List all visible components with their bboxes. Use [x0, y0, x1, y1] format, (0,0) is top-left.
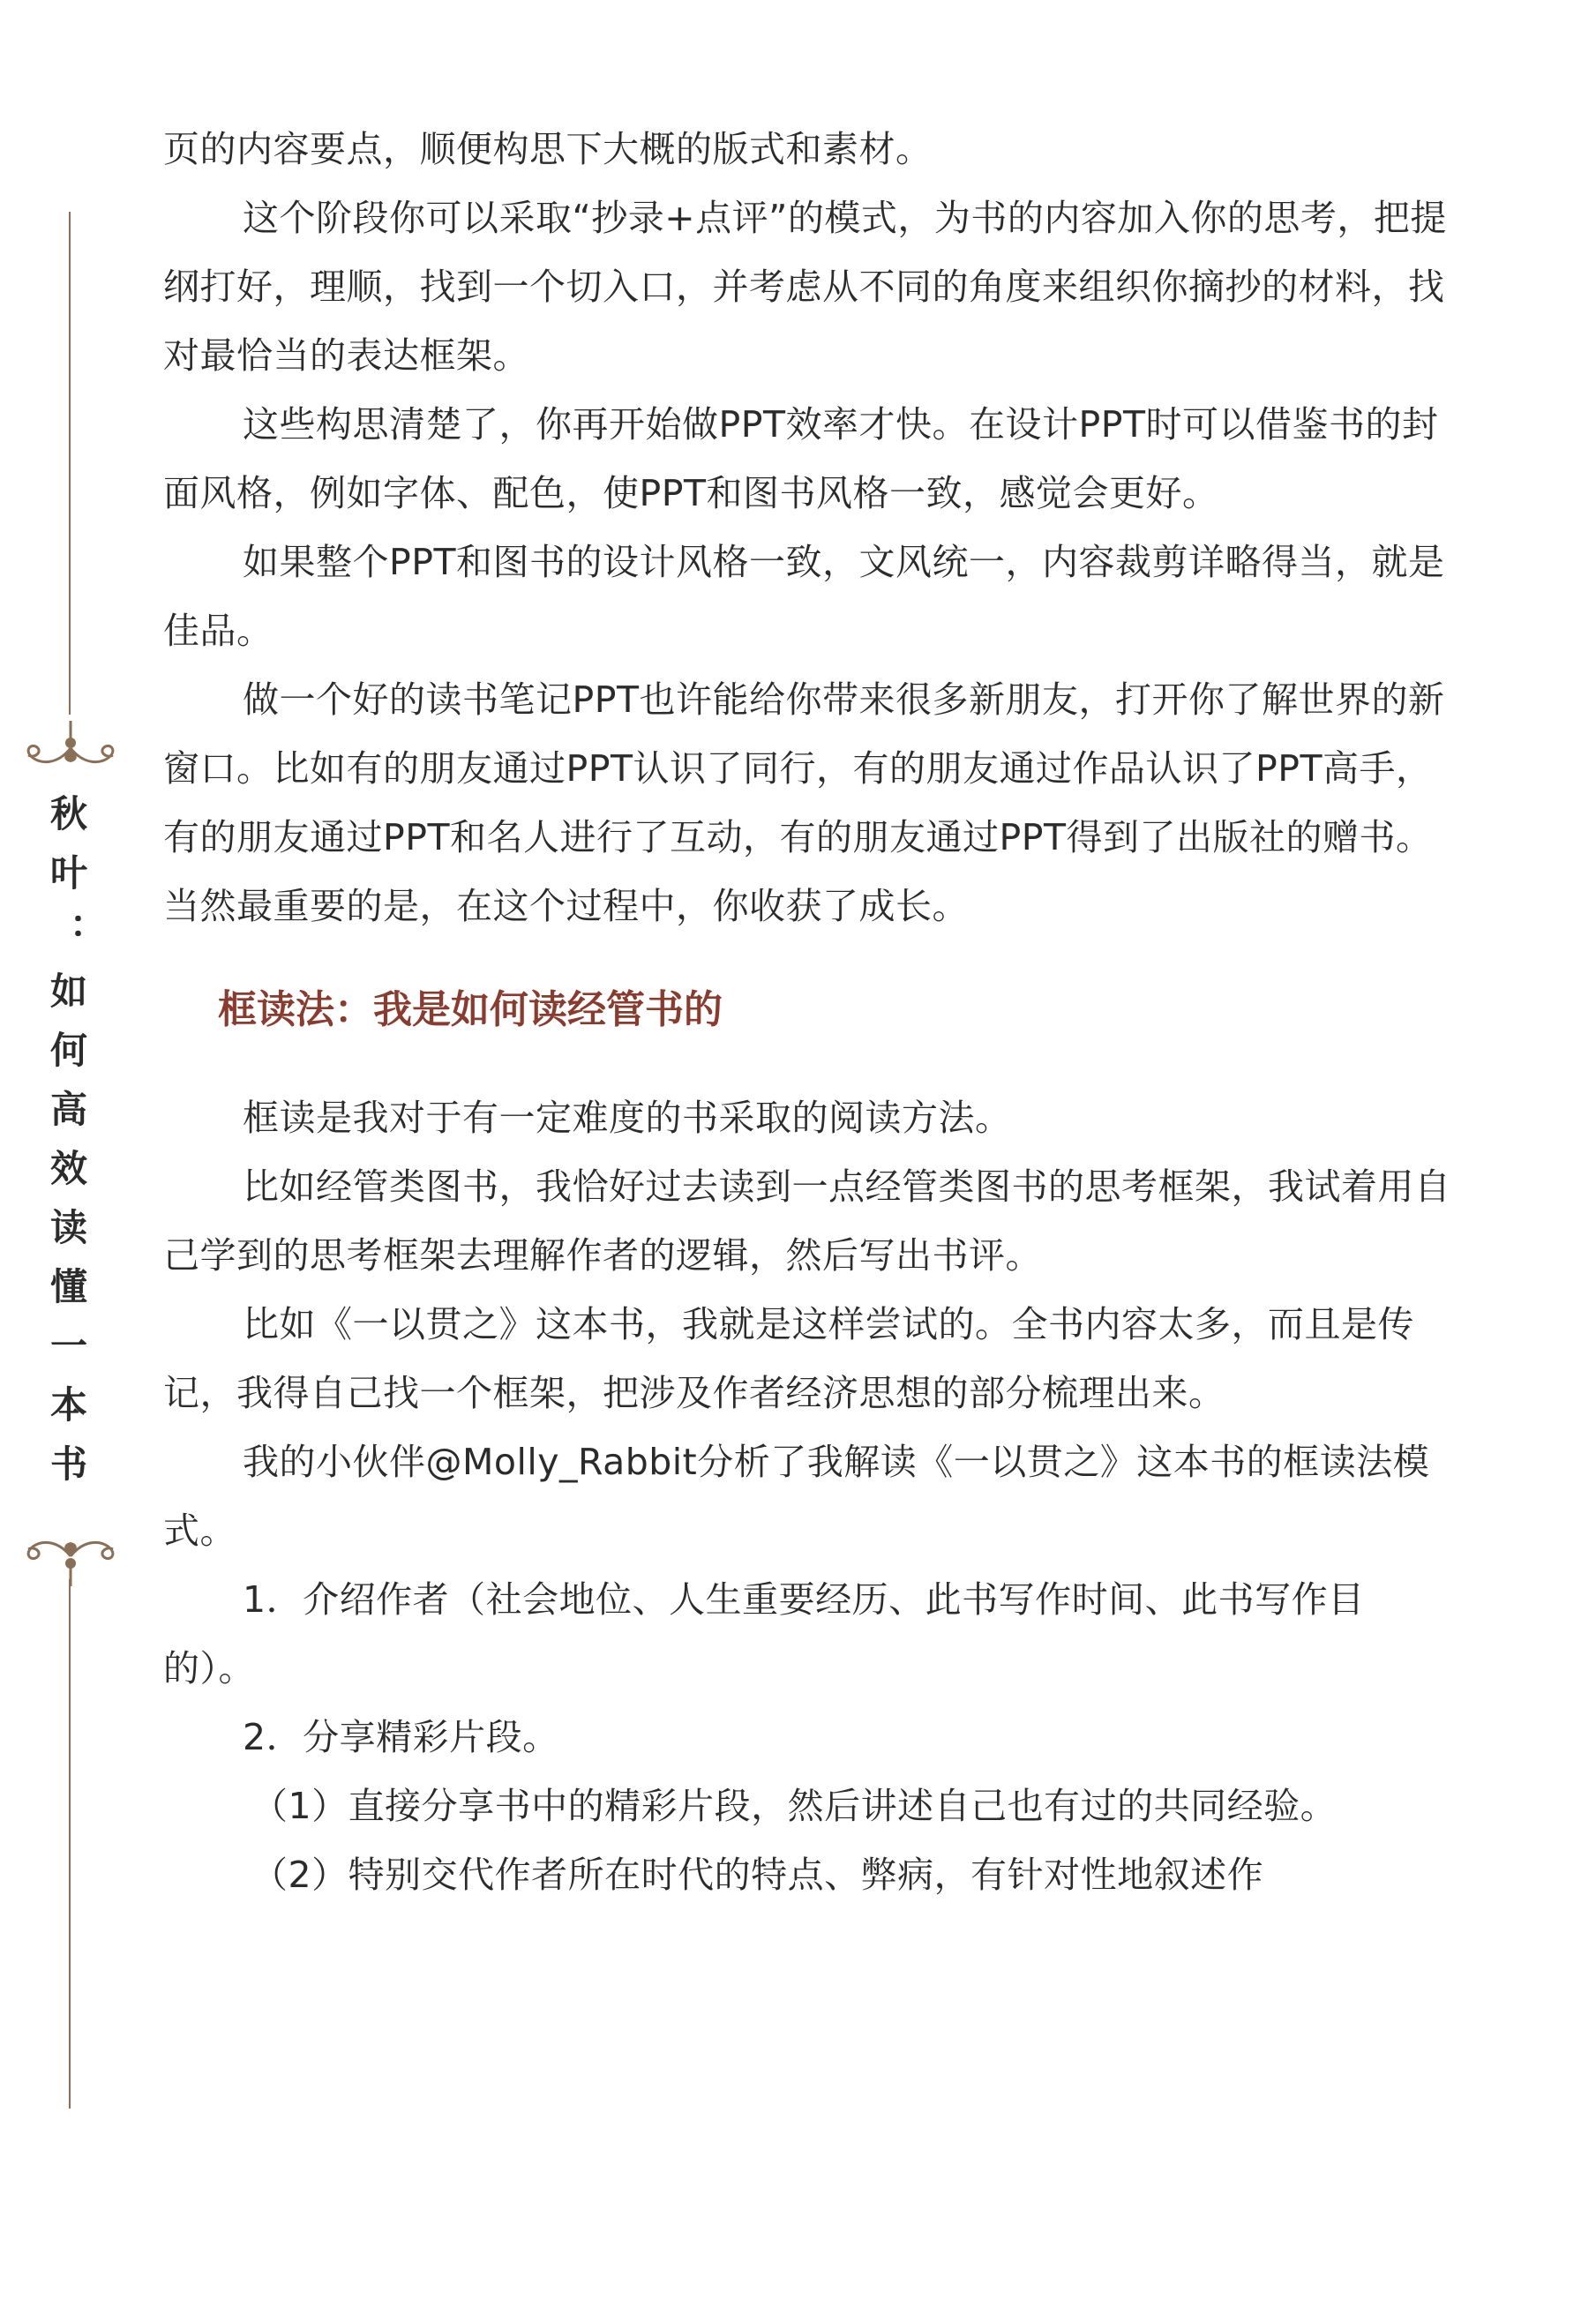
paragraph-before-3: 这些构思清楚了，你再开始做PPT效率才快。在设计PPT时可以借鉴书的封面风格，例如字体、配色，使PPT和图书风格一致，感觉会更好。 — [163, 403, 1439, 514]
paragraph-before-1: 页的内容要点，顺便构思下大概的版式和素材。 — [163, 128, 933, 170]
paragraph-after-3: 比如《一以贯之》这本书，我就是这样尝试的。全书内容太多，而且是传记，我得自己找一个框架，把涉及作者经济思想的部分梳理出来。 — [163, 1303, 1414, 1414]
list-item-2: 2．分享精彩片段。 — [243, 1716, 559, 1758]
side-rule-bottom — [69, 1579, 71, 2109]
paragraph-after-1: 框读是我对于有一定难度的书采取的阅读方法。 — [243, 1097, 1012, 1139]
paragraph-after-4: 我的小伙伴@Molly_Rabbit分析了我解读《一以贯之》这本书的框读法模式。 — [163, 1441, 1430, 1552]
flourish-ornament-bottom-icon — [9, 1517, 132, 1588]
paragraph-after-2: 比如经管类图书，我恰好过去读到一点经管类图书的思考框架，我试着用自己学到的思考框架去理解作者的逻辑，然后写出书评。 — [163, 1165, 1451, 1277]
paragraph-before-2: 这个阶段你可以采取“抄录+点评”的模式，为书的内容加入你的思考，把提纲打好，理顺，找到一个切入口，并考虑从不同的角度来组织你摘抄的材料，找对最恰当的表达框架。 — [163, 197, 1447, 377]
paragraph-before-4: 如果整个PPT和图书的设计风格一致，文风统一，内容裁剪详略得当，就是佳品。 — [163, 541, 1445, 652]
sub-item-1: （1）直接分享书中的精彩片段，然后讲述自己也有过的共同经验。 — [251, 1785, 1337, 1827]
paragraph-before-5: 做一个好的读书笔记PPT也许能给你带来很多新朋友，打开你了解世界的新窗口。比如有的朋友通过PPT认识了同行，有的朋友通过作品认识了PPT高手，有的朋友通过PPT和名人进行了互动，有的朋友通过PPT得到了出版社的赠书。当然最重要的是，在这个过程中，你收获了成长。 — [163, 678, 1445, 927]
sub-item-2: （2）特别交代作者所在时代的特点、弊病，有针对性地叙述作 — [251, 1854, 1264, 1896]
flourish-ornament-top-icon — [9, 716, 132, 787]
list-item-1: 1．介绍作者（社会地位、人生重要经历、此书写作时间、此书写作目的）。 — [163, 1578, 1365, 1689]
section-heading: 框读法：我是如何读经管书的 — [218, 987, 723, 1032]
side-rule-top — [69, 212, 71, 715]
main-content — [163, 115, 1451, 1909]
side-title: 秋叶：如何高效读懂一本书 — [45, 794, 88, 1503]
